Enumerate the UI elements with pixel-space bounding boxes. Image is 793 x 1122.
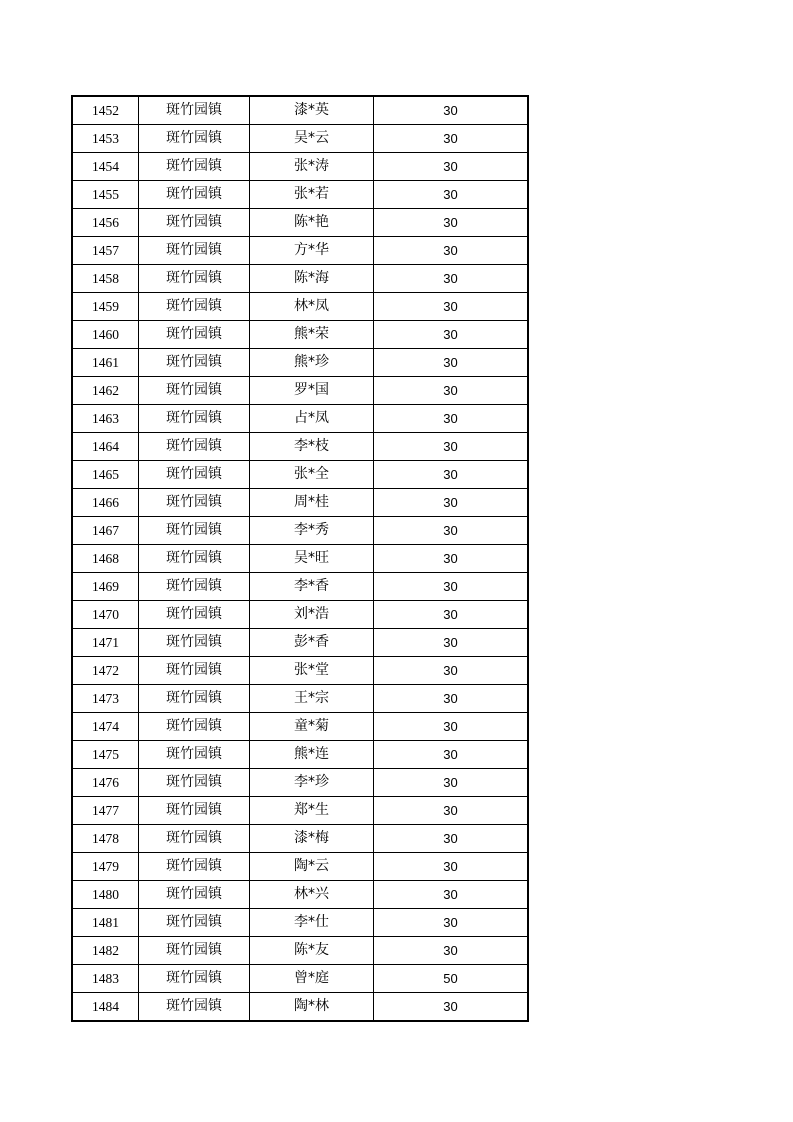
name-cell: 吴*旺 [250,545,374,573]
town-cell: 斑竹园镇 [139,909,250,937]
table-row [73,153,528,181]
name-cell: 曾*庭 [250,965,374,993]
row-number-cell: 1469 [73,573,139,601]
town-cell: 斑竹园镇 [139,629,250,657]
name-cell: 漆*英 [250,97,374,125]
town-cell: 斑竹园镇 [139,685,250,713]
table-row [73,489,528,517]
name-cell: 熊*珍 [250,349,374,377]
row-number-cell: 1480 [73,881,139,909]
town-cell: 斑竹园镇 [139,937,250,965]
table-row [73,377,528,405]
town-cell: 斑竹园镇 [139,489,250,517]
row-number-cell: 1470 [73,601,139,629]
row-number-cell: 1454 [73,153,139,181]
table-row [73,853,528,881]
row-number-cell: 1482 [73,937,139,965]
name-cell: 漆*梅 [250,825,374,853]
amount-cell: 30 [374,265,528,293]
table-row [73,517,528,545]
row-number-cell: 1457 [73,237,139,265]
name-cell: 周*桂 [250,489,374,517]
amount-cell: 30 [374,629,528,657]
name-cell: 林*凤 [250,293,374,321]
name-cell: 张*全 [250,461,374,489]
name-cell: 陈*海 [250,265,374,293]
amount-cell: 30 [374,741,528,769]
row-number-cell: 1473 [73,685,139,713]
roster-table [72,96,528,1021]
table-row [73,629,528,657]
name-cell: 罗*国 [250,377,374,405]
town-cell: 斑竹园镇 [139,377,250,405]
table-row [73,545,528,573]
amount-cell: 30 [374,349,528,377]
town-cell: 斑竹园镇 [139,601,250,629]
name-cell: 李*香 [250,573,374,601]
row-number-cell: 1460 [73,321,139,349]
town-cell: 斑竹园镇 [139,321,250,349]
amount-cell: 30 [374,881,528,909]
amount-cell: 30 [374,153,528,181]
amount-cell: 30 [374,461,528,489]
table-row [73,125,528,153]
amount-cell: 30 [374,237,528,265]
row-number-cell: 1468 [73,545,139,573]
row-number-cell: 1458 [73,265,139,293]
row-number-cell: 1465 [73,461,139,489]
town-cell: 斑竹园镇 [139,573,250,601]
table-row [73,881,528,909]
table-row [73,713,528,741]
town-cell: 斑竹园镇 [139,965,250,993]
town-cell: 斑竹园镇 [139,657,250,685]
name-cell: 李*秀 [250,517,374,545]
row-number-cell: 1477 [73,797,139,825]
row-number-cell: 1452 [73,97,139,125]
table-row [73,433,528,461]
table-row [73,293,528,321]
amount-cell: 30 [374,601,528,629]
town-cell: 斑竹园镇 [139,517,250,545]
name-cell: 郑*生 [250,797,374,825]
table-row [73,657,528,685]
town-cell: 斑竹园镇 [139,405,250,433]
row-number-cell: 1478 [73,825,139,853]
name-cell: 张*若 [250,181,374,209]
town-cell: 斑竹园镇 [139,545,250,573]
row-number-cell: 1471 [73,629,139,657]
town-cell: 斑竹园镇 [139,769,250,797]
amount-cell: 30 [374,97,528,125]
table-row [73,573,528,601]
name-cell: 熊*连 [250,741,374,769]
amount-cell: 30 [374,377,528,405]
amount-cell: 30 [374,993,528,1021]
town-cell: 斑竹园镇 [139,433,250,461]
row-number-cell: 1484 [73,993,139,1021]
table-row [73,685,528,713]
name-cell: 李*枝 [250,433,374,461]
name-cell: 方*华 [250,237,374,265]
town-cell: 斑竹园镇 [139,881,250,909]
row-number-cell: 1463 [73,405,139,433]
table-row [73,741,528,769]
name-cell: 刘*浩 [250,601,374,629]
table-row [73,965,528,993]
name-cell: 张*涛 [250,153,374,181]
roster-table-body [73,97,528,1021]
table-row [73,405,528,433]
town-cell: 斑竹园镇 [139,993,250,1021]
name-cell: 彭*香 [250,629,374,657]
row-number-cell: 1467 [73,517,139,545]
table-row [73,937,528,965]
row-number-cell: 1481 [73,909,139,937]
table-row [73,909,528,937]
amount-cell: 30 [374,713,528,741]
name-cell: 陈*艳 [250,209,374,237]
amount-cell: 30 [374,769,528,797]
amount-cell: 30 [374,573,528,601]
table-row [73,321,528,349]
town-cell: 斑竹园镇 [139,237,250,265]
town-cell: 斑竹园镇 [139,209,250,237]
amount-cell: 30 [374,125,528,153]
name-cell: 李*仕 [250,909,374,937]
row-number-cell: 1461 [73,349,139,377]
name-cell: 熊*荣 [250,321,374,349]
name-cell: 王*宗 [250,685,374,713]
name-cell: 林*兴 [250,881,374,909]
amount-cell: 30 [374,405,528,433]
row-number-cell: 1459 [73,293,139,321]
table-row [73,237,528,265]
name-cell: 陶*林 [250,993,374,1021]
name-cell: 陈*友 [250,937,374,965]
table-row [73,181,528,209]
name-cell: 陶*云 [250,853,374,881]
town-cell: 斑竹园镇 [139,853,250,881]
table-row [73,993,528,1021]
row-number-cell: 1455 [73,181,139,209]
name-cell: 吴*云 [250,125,374,153]
amount-cell: 30 [374,825,528,853]
amount-cell: 30 [374,433,528,461]
row-number-cell: 1479 [73,853,139,881]
row-number-cell: 1483 [73,965,139,993]
town-cell: 斑竹园镇 [139,741,250,769]
row-number-cell: 1462 [73,377,139,405]
town-cell: 斑竹园镇 [139,349,250,377]
name-cell: 张*堂 [250,657,374,685]
name-cell: 童*菊 [250,713,374,741]
table-row [73,209,528,237]
table-row [73,797,528,825]
table-row [73,601,528,629]
amount-cell: 30 [374,489,528,517]
town-cell: 斑竹园镇 [139,153,250,181]
row-number-cell: 1464 [73,433,139,461]
row-number-cell: 1466 [73,489,139,517]
amount-cell: 30 [374,685,528,713]
amount-cell: 30 [374,181,528,209]
amount-cell: 30 [374,321,528,349]
row-number-cell: 1475 [73,741,139,769]
row-number-cell: 1476 [73,769,139,797]
row-number-cell: 1474 [73,713,139,741]
amount-cell: 30 [374,909,528,937]
table-row [73,769,528,797]
town-cell: 斑竹园镇 [139,97,250,125]
table-row [73,265,528,293]
town-cell: 斑竹园镇 [139,181,250,209]
row-number-cell: 1453 [73,125,139,153]
amount-cell: 30 [374,545,528,573]
table-row [73,825,528,853]
table-row [73,461,528,489]
row-number-cell: 1456 [73,209,139,237]
amount-cell: 30 [374,209,528,237]
name-cell: 占*凤 [250,405,374,433]
amount-cell: 50 [374,965,528,993]
name-cell: 李*珍 [250,769,374,797]
amount-cell: 30 [374,293,528,321]
town-cell: 斑竹园镇 [139,713,250,741]
amount-cell: 30 [374,657,528,685]
table-row [73,349,528,377]
amount-cell: 30 [374,517,528,545]
amount-cell: 30 [374,797,528,825]
table-row [73,97,528,125]
town-cell: 斑竹园镇 [139,293,250,321]
amount-cell: 30 [374,937,528,965]
row-number-cell: 1472 [73,657,139,685]
town-cell: 斑竹园镇 [139,125,250,153]
town-cell: 斑竹园镇 [139,797,250,825]
amount-cell: 30 [374,853,528,881]
town-cell: 斑竹园镇 [139,265,250,293]
town-cell: 斑竹园镇 [139,461,250,489]
town-cell: 斑竹园镇 [139,825,250,853]
